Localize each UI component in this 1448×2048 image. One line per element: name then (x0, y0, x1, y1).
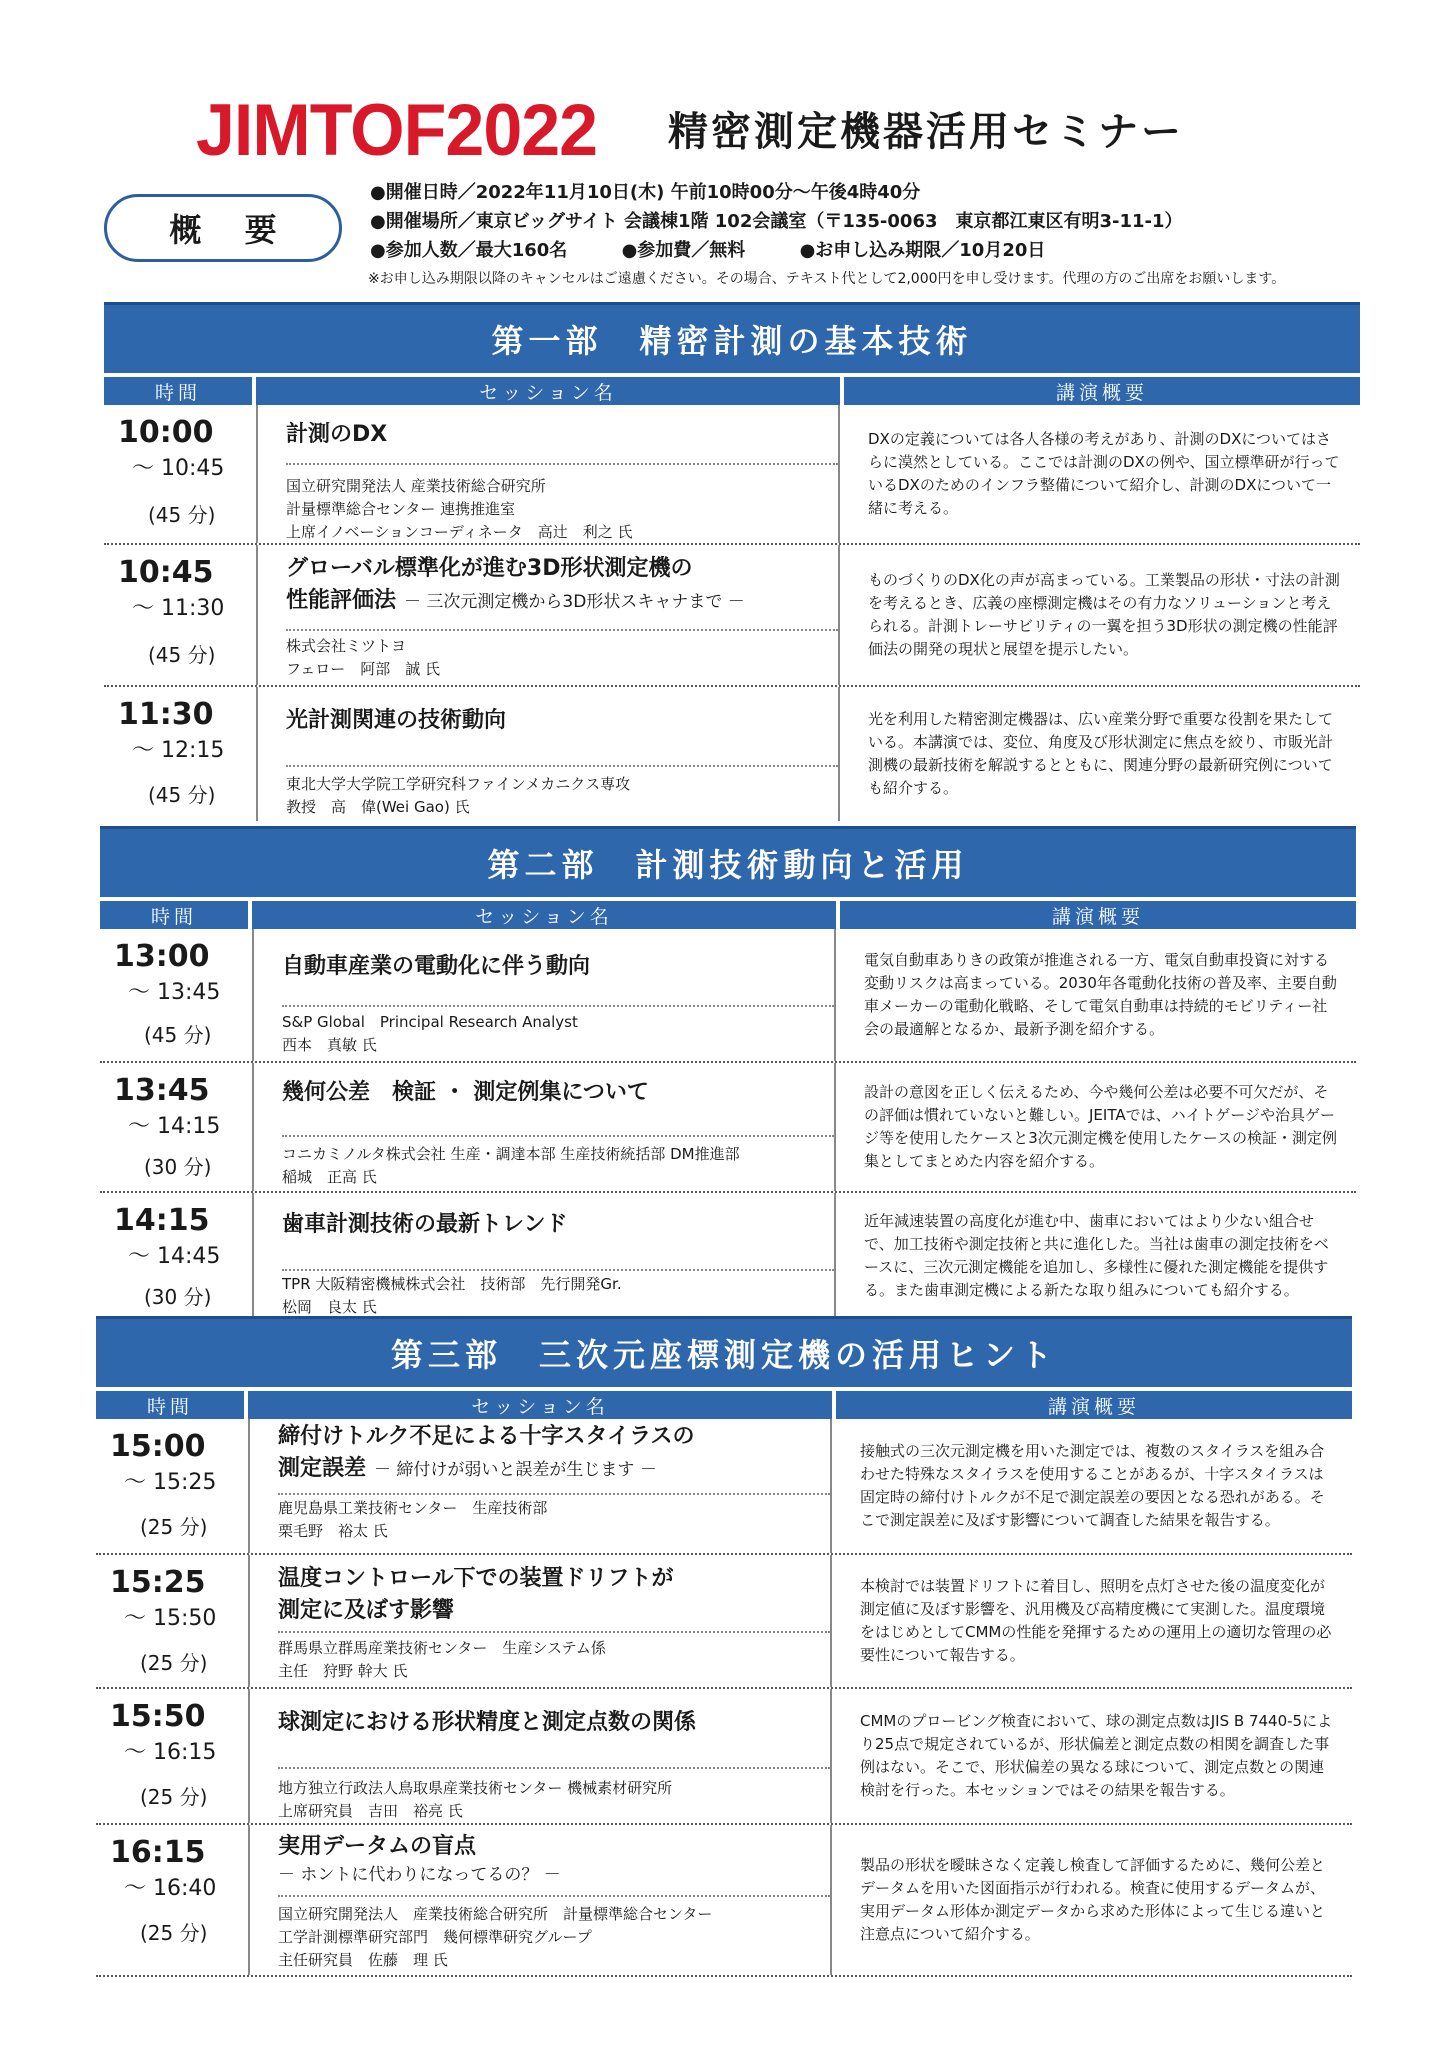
header (0, 78, 1448, 171)
seminar-title: 精密測定機器活用セミナー (668, 109, 1184, 155)
start-time: 13:00 (114, 939, 210, 974)
section-1 (104, 302, 1360, 821)
session-title-2: 測定に及ぼす影響 (278, 1598, 455, 1623)
session-row (96, 1825, 1352, 1975)
session-row (96, 1689, 1352, 1825)
session-title: 自動車産業の電動化に伴う動向 (282, 954, 591, 979)
event-fee: ●参加費／無料 (621, 240, 746, 261)
event-info (370, 178, 1420, 291)
start-time: 14:15 (114, 1203, 210, 1238)
start-time: 11:30 (118, 697, 214, 732)
start-time: 15:25 (110, 1565, 206, 1600)
start-time: 16:15 (110, 1835, 206, 1870)
event-terms (370, 236, 1420, 265)
col-abstract: 講演概要 (840, 901, 1356, 929)
col-time: 時間 (100, 901, 248, 929)
session-abstract: 電気自動車ありきの政策が推進される一方、電気自動車投資に対する変動リスクは高まっている。2030年各電動化技術の普及率、主要自動車メーカーの電動化戦略、そして電気自動車は持続的モビリティー社会の最適解となるか、最新予測を紹介する。 (864, 951, 1337, 1038)
duration: (45 分) (148, 783, 216, 807)
speaker: 群馬県立群馬産業技術センター 生産システム係 主任 狩野 幹大 氏 (278, 1639, 606, 1680)
start-time: 13:45 (114, 1073, 210, 1108)
col-time: 時間 (104, 377, 252, 405)
event-capacity: ●参加人数／最大160名 (370, 240, 568, 261)
start-time: 10:45 (118, 555, 214, 590)
start-time: 15:00 (110, 1429, 206, 1464)
duration: (30 分) (144, 1285, 212, 1309)
session-abstract: 製品の形状を曖昧さなく定義し検査して評価するために、幾何公差とデータムを用いた図面指示が行われる。検査に使用するデータムが、実用データム形体か測定データから求めた形体によって生じる違いと注意点について紹介する。 (860, 1856, 1326, 1943)
session-subtitle: － 締付けが弱いと誤差が生じます － (374, 1460, 657, 1480)
duration: (25 分) (140, 1921, 208, 1945)
session-abstract: 本検討では装置ドリフトに着目し、照明を点灯させた後の温度変化が測定値に及ぼす影響を、汎用機及び高精度機にて実測した。温度環境をはじめとしてCMMの性能を発揮するための運用上の適切な管理の必要性について報告する。 (860, 1577, 1332, 1664)
end-time: ～ 15:50 (124, 1606, 217, 1631)
section-title: 第三部 三次元座標測定機の活用ヒント (96, 1316, 1352, 1387)
end-time: ～ 16:15 (124, 1740, 217, 1765)
col-abstract: 講演概要 (836, 1391, 1352, 1419)
event-date: ●開催日時／2022年11月10日(木) 午前10時00分～午後4時40分 (370, 182, 921, 203)
session-subtitle: － ホントに代わりになってるの？ － (278, 1865, 561, 1885)
duration: (45 分) (148, 503, 216, 527)
end-time: ～ 13:45 (128, 980, 221, 1005)
end-time: ～ 15:25 (124, 1470, 217, 1495)
session-row (100, 1193, 1356, 1319)
overview-badge: 概 要 (104, 194, 342, 262)
end-time: ～ 11:30 (132, 596, 225, 621)
duration: (25 分) (140, 1651, 208, 1675)
session-row (96, 1419, 1352, 1555)
duration: (25 分) (140, 1785, 208, 1809)
session-title-2: 性能評価法 (286, 588, 397, 613)
section-title: 第一部 精密計測の基本技術 (104, 302, 1360, 373)
speaker: 東北大学大学院工学研究科ファインメカニクス専攻 教授 高 偉(Wei Gao) 氏 (286, 775, 631, 816)
session-title: グローバル標準化が進む3D形状測定機の (286, 556, 693, 581)
end-time: ～ 16:40 (124, 1876, 217, 1901)
speaker: 国立研究開発法人 産業技術総合研究所 計量標準総合センター 連携推進室 上席イノベーションコーディネータ 高辻 利之 氏 (286, 477, 633, 541)
jimtof-logo: JIMTOF2022 (196, 89, 598, 171)
col-session: セッション名 (248, 1391, 832, 1419)
session-row (100, 929, 1356, 1063)
speaker: S&P Global Principal Research Analyst 西本 真敏 氏 (282, 1013, 578, 1054)
session-title: 幾何公差 検証 ・ 測定例集について (282, 1080, 649, 1105)
session-title-2: 測定誤差 (278, 1456, 367, 1481)
event-deadline: ●お申し込み期限／10月20日 (799, 240, 1046, 261)
col-abstract: 講演概要 (844, 377, 1360, 405)
session-title: 計測のDX (286, 422, 388, 447)
session-abstract: 近年減速装置の高度化が進む中、歯車においてはより少ない組合せで、加工技術や測定技術と共に進化した。当社は歯車の測定技術をベースに、三次元測定機能を追加し、多様性に優れた測定機能を提供する。また歯車測定機による新たな取り組みについても紹介する。 (864, 1212, 1329, 1299)
section-3 (96, 1316, 1352, 1977)
session-subtitle: － 三次元測定機から3D形状スキャナまで － (404, 592, 745, 612)
session-title: 実用データムの盲点 (278, 1834, 477, 1859)
start-time: 15:50 (110, 1699, 206, 1734)
session-row (96, 1555, 1352, 1689)
section-2 (100, 826, 1356, 1319)
session-abstract: DXの定義については各人各様の考えがあり、計測のDXについてはさらに漠然としている。ここでは計測のDXの例や、国立標準研が行っているDXのためのインフラ整備について紹介し、計測のDXについて一緒に考える。 (868, 430, 1340, 517)
session-row (104, 687, 1360, 821)
column-headers (104, 377, 1360, 405)
cancel-note: ※お申し込み期限以降のキャンセルはご遠慮ください。その場合、テキスト代として2,000円を申し受けます。代理の方のご出席をお願いします。 (368, 271, 1286, 287)
session-row (104, 545, 1360, 687)
col-time: 時間 (96, 1391, 244, 1419)
speaker: 国立研究開発法人 産業技術総合研究所 計量標準総合センター 工学計測標準研究部門 幾何標準研究グループ 主任研究員 佐藤 理 氏 (278, 1905, 713, 1969)
session-abstract: 接触式の三次元測定機を用いた測定では、複数のスタイラスを組み合わせた特殊なスタイラスを使用することがあるが、十字スタイラスは固定時の締付けトルクが不足で測定誤差の要因となる恐れがある。そこで測定誤差に及ぼす影響について調査した結果を報告する。 (860, 1442, 1325, 1529)
end-time: ～ 14:15 (128, 1114, 221, 1139)
column-headers (96, 1391, 1352, 1419)
duration: (25 分) (140, 1515, 208, 1539)
session-title: 締付けトルク不足による十字スタイラスの (278, 1424, 695, 1449)
event-venue: ●開催場所／東京ビッグサイト 会議棟1階 102会議室（〒135-0063 東京都江東区有明3-11-1） (370, 211, 1183, 232)
col-session: セッション名 (256, 377, 840, 405)
session-title: 歯車計測技術の最新トレンド (282, 1212, 568, 1237)
session-abstract: CMMのプロービング検査において、球の測定点数はJIS B 7440-5により25点で規定されているが、形状偏差と測定点数の相関を調査した事例はない。そこで、形状偏差の異なる球について、測定点数との関連検討を行った。本セッションではその結果を報告する。 (860, 1712, 1333, 1799)
column-headers (100, 901, 1356, 929)
duration: (45 分) (148, 643, 216, 667)
section-title: 第二部 計測技術動向と活用 (100, 826, 1356, 897)
session-title: 光計測関連の技術動向 (286, 708, 507, 733)
session-abstract: ものづくりのDX化の声が高まっている。工業製品の形状・寸法の計測を考えるとき、広義の座標測定機はその有力なソリューションと考えられる。計測トレーサビリティの一翼を担う3D形状の測定機の性能評価法の開発の現状と展望を提示したい。 (868, 571, 1340, 658)
speaker: 地方独立行政法人鳥取県産業技術センター 機械素材研究所 上席研究員 吉田 裕亮 氏 (278, 1779, 673, 1820)
speaker: 株式会社ミツトヨ フェロー 阿部 誠 氏 (286, 637, 441, 678)
duration: (30 分) (144, 1155, 212, 1179)
end-time: ～ 10:45 (132, 456, 225, 481)
session-title: 球測定における形状精度と測定点数の関係 (278, 1710, 697, 1735)
speaker: コニカミノルタ株式会社 生産・調達本部 生産技術統括部 DM推進部 稲城 正高 氏 (282, 1145, 740, 1186)
start-time: 10:00 (118, 415, 214, 450)
duration: (45 分) (144, 1023, 212, 1047)
session-abstract: 光を利用した精密測定機器は、広い産業分野で重要な役割を果たしている。本講演では、変位、角度及び形状測定に焦点を絞り、市販光計測機の最新技術を解説するとともに、関連分野の最新研究例についても紹介する。 (868, 710, 1334, 797)
session-row (100, 1063, 1356, 1193)
end-time: ～ 14:45 (128, 1244, 221, 1269)
session-row (104, 405, 1360, 545)
col-session: セッション名 (252, 901, 836, 929)
session-abstract: 設計の意図を正しく伝えるため、今や幾何公差は必要不可欠だが、その評価は慣れていないと難しい。JEITAでは、ハイトゲージや治具ゲージ等を使用したケースと3次元測定機を使用したケースの検証・測定例集としてまとめた内容を紹介する。 (864, 1083, 1338, 1170)
session-title: 温度コントロール下での装置ドリフトが (278, 1566, 674, 1591)
end-time: ～ 12:15 (132, 738, 225, 763)
speaker: 鹿児島県工業技術センター 生産技術部 栗毛野 裕太 氏 (278, 1499, 548, 1540)
speaker: TPR 大阪精密機械株式会社 技術部 先行開発Gr. 松岡 良太 氏 (282, 1275, 622, 1316)
